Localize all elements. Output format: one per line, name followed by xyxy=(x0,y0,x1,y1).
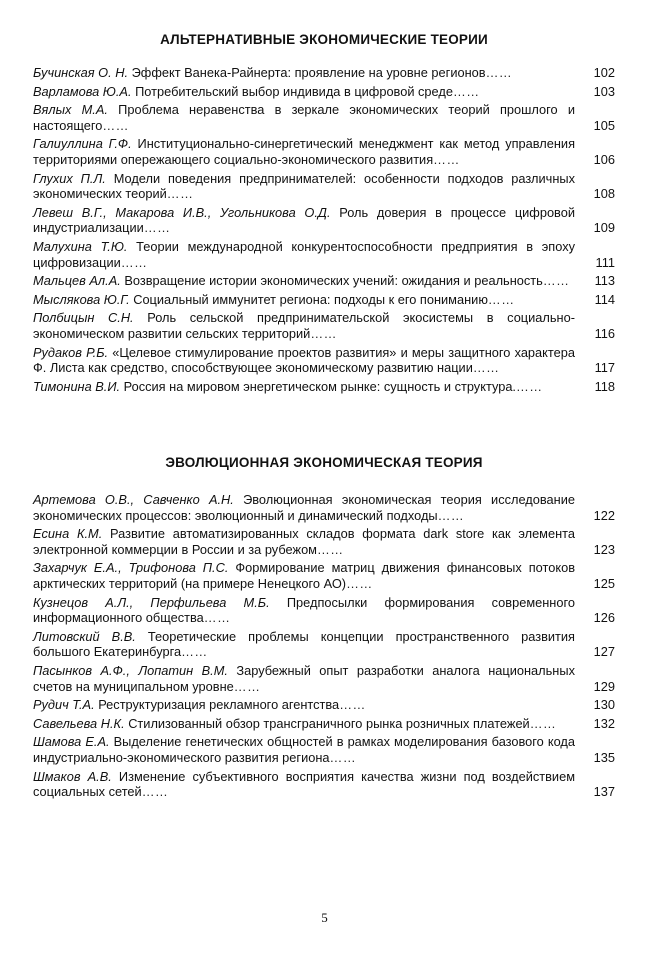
toc-entry-title: Эволюционная экономическая теория исследование экономических процессов: эволюционный и динамический подходы xyxy=(33,492,575,523)
toc-leader-dots: …… xyxy=(487,291,515,307)
toc-list xyxy=(33,65,615,394)
toc-leader-dots: …… xyxy=(346,575,373,591)
toc-entry-title: Россия на мировом энергетическом рынке: сущность и структура. xyxy=(123,378,516,394)
toc-entry-authors: Вялых М.А. xyxy=(33,102,108,118)
toc-entry xyxy=(33,171,615,202)
toc-leader-dots: …… xyxy=(329,749,357,765)
toc-leader-dots: …… xyxy=(516,378,543,394)
toc-entry-page: 113 xyxy=(594,273,615,289)
toc-entry-page: 129 xyxy=(593,678,615,694)
toc-entry-page: 116 xyxy=(594,325,615,341)
toc-entry-text xyxy=(33,292,575,308)
toc-leader-dots: …… xyxy=(181,644,208,660)
toc-entry-page: 109 xyxy=(593,220,615,236)
toc-entry xyxy=(33,526,615,557)
toc-entry-authors: Мыслякова Ю.Г. xyxy=(33,291,130,307)
toc-entry-title: Роль сельской предпринимательской экосистемы в социально-экономическом развитии сельских территорий xyxy=(33,310,575,341)
toc-entry-text xyxy=(33,205,575,236)
toc-entry-title: Эффект Ванека-Райнерта: проявление на уровне регионов xyxy=(131,65,486,80)
toc-entry-title: Институционально-синергетический менеджмент как метод управления территориями опережающего социально-экономического развития xyxy=(33,136,576,167)
toc-entry-title: Теории международной конкурентоспособности предприятия в эпоху цифровизации xyxy=(33,238,575,270)
toc-entry-authors: Шамова Е.А. xyxy=(33,734,110,750)
toc-entry xyxy=(33,239,615,270)
toc-entry xyxy=(33,663,615,694)
toc-entry-title: Зарубежный опыт разработки аналога национальных счетов на муниципальном уровне xyxy=(33,662,575,694)
toc-entry-text xyxy=(33,65,575,81)
toc-entry xyxy=(33,102,615,133)
toc-entry-text xyxy=(33,492,575,523)
toc-entry-page: 118 xyxy=(594,378,615,394)
toc-entry xyxy=(33,136,615,167)
toc-entry-page: 117 xyxy=(594,360,615,376)
toc-entry-text xyxy=(33,310,575,341)
toc-entry-page: 137 xyxy=(593,784,615,800)
toc-entry-authors: Варламова Ю.А. xyxy=(33,83,132,99)
toc-entry-text xyxy=(33,171,575,202)
toc-entry-page: 132 xyxy=(593,715,615,731)
toc-entry xyxy=(33,716,615,732)
toc-entry-text xyxy=(33,663,575,694)
toc-list xyxy=(33,492,615,800)
toc-entry-text xyxy=(33,102,575,133)
toc-entry-title: Социальный иммунитет региона: подходы к его пониманию xyxy=(133,291,488,307)
toc-entry xyxy=(33,345,615,376)
toc-entry xyxy=(33,292,615,308)
section-evolutionary-theory xyxy=(33,455,615,803)
toc-leader-dots: …… xyxy=(339,697,366,713)
toc-entry-authors: Глухих П.Л. xyxy=(33,170,106,186)
toc-leader-dots: …… xyxy=(166,186,194,202)
toc-entry-authors: Артемова О.В., Савченко А.Н. xyxy=(33,492,234,507)
toc-entry-text xyxy=(33,629,575,660)
toc-entry-page: 102 xyxy=(593,65,615,80)
toc-entry-page: 126 xyxy=(593,610,615,626)
toc-entry-page: 122 xyxy=(593,507,615,523)
toc-entry-authors: Рудич Т.А. xyxy=(33,697,95,713)
toc-leader-dots: …… xyxy=(452,83,480,99)
toc-entry-title: Потребительский выбор индивида в цифровой среде xyxy=(135,83,453,99)
toc-leader-dots: …… xyxy=(203,610,231,626)
toc-entry xyxy=(33,595,615,626)
toc-entry-authors: Савельева Н.К. xyxy=(33,715,125,731)
toc-entry-authors: Рудаков Р.Б. xyxy=(33,344,109,360)
page-number: 5 xyxy=(321,910,328,925)
toc-entry-text xyxy=(33,239,575,270)
toc-entry-text xyxy=(33,526,575,557)
toc-entry-text xyxy=(33,716,575,732)
toc-entry xyxy=(33,84,615,100)
toc-entry-page: 127 xyxy=(593,644,615,660)
toc-entry-title: Развитие автоматизированных складов формата dark store как элемента электронной коммерции в России и за рубежом xyxy=(33,526,576,557)
toc-entry-authors: Малухина Т.Ю. xyxy=(33,238,128,254)
toc-entry-authors: Тимонина В.И. xyxy=(33,378,121,394)
toc-leader-dots: …… xyxy=(472,360,500,376)
toc-entry-authors: Левеш В.Г., Макарова И.В., Угольникова О.Д. xyxy=(33,204,331,220)
toc-leader-dots: …… xyxy=(143,220,171,236)
toc-entry-text xyxy=(33,734,575,765)
toc-leader-dots: …… xyxy=(120,254,148,270)
toc-entry xyxy=(33,310,615,341)
toc-entry-page: 123 xyxy=(593,541,615,557)
toc-leader-dots: …… xyxy=(233,678,261,694)
toc-entry-authors: Захарчук Е.А., Трифонова П.С. xyxy=(33,560,229,576)
toc-entry-page: 135 xyxy=(593,749,615,765)
toc-entry xyxy=(33,65,615,81)
toc-entry-page: 108 xyxy=(593,186,615,202)
section-title: ЭВОЛЮЦИОННАЯ ЭКОНОМИЧЕСКАЯ ТЕОРИЯ xyxy=(165,455,483,470)
toc-entry-title: Модели поведения предпринимателей: особенности подходов различных экономических теорий xyxy=(33,170,575,202)
toc-entry-title: Возвращение истории экономических учений: ожидания и реальность xyxy=(124,273,543,289)
toc-entry xyxy=(33,205,615,236)
toc-entry-title: Реструктуризация рекламного агентства xyxy=(98,697,340,713)
toc-entry-title: Стилизованный обзор трансграничного рынка розничных платежей xyxy=(128,715,530,731)
toc-entry-text xyxy=(33,595,575,626)
toc-entry xyxy=(33,769,615,800)
toc-entry-authors: Полбицын С.Н. xyxy=(33,310,134,326)
toc-entry-text xyxy=(33,345,575,376)
toc-leader-dots: …… xyxy=(433,151,460,167)
toc-entry-page: 125 xyxy=(593,575,615,591)
toc-entry-authors: Мальцев Ал.А. xyxy=(33,273,121,289)
toc-leader-dots: …… xyxy=(141,784,169,800)
toc-leader-dots: …… xyxy=(102,117,129,133)
toc-entry-authors: Есина К.М. xyxy=(33,526,103,542)
section-title: АЛЬТЕРНАТИВНЫЕ ЭКОНОМИЧЕСКИЕ ТЕОРИИ xyxy=(160,32,488,47)
toc-entry xyxy=(33,629,615,660)
toc-entry-authors: Бучинская О. Н. xyxy=(33,65,129,80)
toc-entry-page: 111 xyxy=(595,254,615,270)
toc-entry-text xyxy=(33,560,575,591)
toc-entry-page: 105 xyxy=(593,117,615,133)
toc-leader-dots: …… xyxy=(485,65,513,80)
toc-entry-text xyxy=(33,273,575,289)
toc-entry-text xyxy=(33,379,575,395)
toc-entry-title: Проблема неравенства в зеркале экономических теорий прошлого и настоящего xyxy=(33,102,576,133)
toc-leader-dots: …… xyxy=(529,715,557,731)
toc-leader-dots: …… xyxy=(437,507,465,523)
toc-entry xyxy=(33,734,615,765)
toc-entry-page: 103 xyxy=(593,83,615,99)
toc-entry-title: Предпосылки формирования современного информационного общества xyxy=(33,594,575,626)
toc-leader-dots: …… xyxy=(316,541,344,557)
toc-entry-title: «Целевое стимулирование проектов развития» и меры защитного характера Ф. Листа как средство, способствующее экономическому развитию нации xyxy=(33,344,575,376)
toc-entry-title: Выделение генетических общностей в рамках моделирования базового кода индустриально-экономического развития региона xyxy=(33,734,575,765)
toc-entry-title: Изменение субъективного восприятия качества жизни под воздействием социальных сетей xyxy=(33,768,575,800)
toc-entry-text xyxy=(33,697,575,713)
toc-entry-authors: Шмаков А.В. xyxy=(33,768,112,784)
toc-entry-text xyxy=(33,84,575,100)
toc-entry-authors: Литовский В.В. xyxy=(33,628,136,644)
toc-entry xyxy=(33,379,615,395)
toc-entry-authors: Пасынков А.Ф., Лопатин В.М. xyxy=(33,662,228,678)
toc-entry xyxy=(33,273,615,289)
toc-leader-dots: …… xyxy=(310,325,337,341)
toc-entry-page: 106 xyxy=(593,151,615,167)
toc-entry-title: Роль доверия в процессе цифровой индустриализации xyxy=(33,204,575,236)
toc-entry-title: Формирование матриц движения финансовых потоков арктических территорий (на примере Ненецкого АО) xyxy=(33,560,575,591)
toc-entry-text xyxy=(33,769,575,800)
toc-entry xyxy=(33,560,615,591)
section-alternative-theories xyxy=(33,32,615,397)
toc-entry xyxy=(33,697,615,713)
toc-entry-text xyxy=(33,136,575,167)
toc-entry-page: 114 xyxy=(594,291,615,307)
toc-leader-dots: …… xyxy=(542,273,570,289)
toc-entry xyxy=(33,492,615,523)
toc-entry-authors: Галиуллина Г.Ф. xyxy=(33,136,132,152)
toc-entry-authors: Кузнецов А.Л., Перфильева М.Б. xyxy=(33,594,270,610)
toc-entry-page: 130 xyxy=(593,697,615,713)
toc-entry-title: Теоретические проблемы концепции пространственного развития большого Екатеринбурга xyxy=(33,628,575,660)
